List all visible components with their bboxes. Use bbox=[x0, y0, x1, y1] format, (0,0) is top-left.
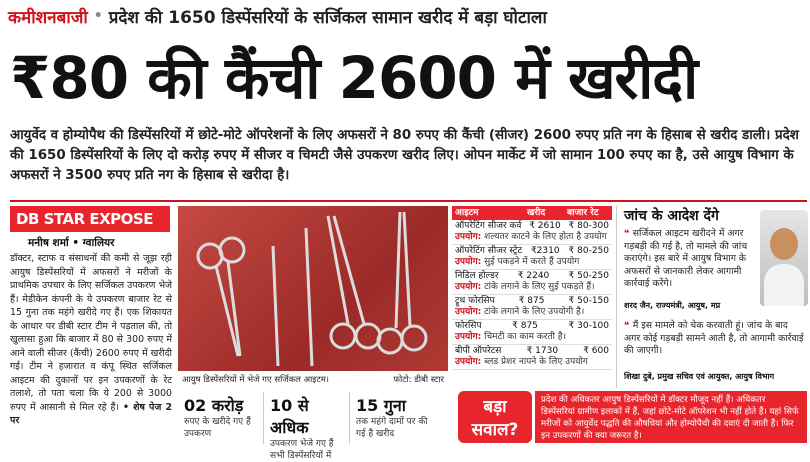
section-divider bbox=[10, 200, 807, 202]
row-use bbox=[455, 357, 609, 368]
item-name: फोरसिप bbox=[455, 321, 482, 331]
table-row bbox=[452, 345, 612, 370]
row-use bbox=[455, 307, 609, 318]
table-body bbox=[452, 220, 612, 370]
item-name: निडिल होल्डर bbox=[455, 271, 499, 281]
surgical-instruments-icon bbox=[178, 206, 448, 376]
badge-line: सवाल? bbox=[471, 420, 519, 440]
use-text: सुई पकड़ने में करते हैं उपयोग bbox=[484, 257, 580, 267]
table-row bbox=[452, 270, 612, 295]
kicker-bullet: • bbox=[93, 8, 103, 24]
byline: मनीष शर्मा • ग्वालियर bbox=[28, 237, 115, 249]
use-text: चिमटी का काम करती है। bbox=[484, 332, 566, 342]
caption-text: आयुष डिस्पेंसरियों में भेजे गए सर्जिकल आइटम। bbox=[182, 375, 330, 385]
quote-source: शिखा दुबे, प्रमुख सचिव एवं आयुक्त, आयुष विभाग bbox=[624, 372, 775, 381]
buy-price: ₹ 2240 bbox=[517, 271, 550, 281]
row-values bbox=[455, 271, 609, 282]
expose-banner: DB STAR EXPOSE bbox=[10, 206, 170, 232]
market-price: ₹ 50-250 bbox=[568, 271, 609, 281]
row-use bbox=[455, 257, 609, 268]
use-text: शल्यतर काटने के लिए होता है उपयोग bbox=[484, 232, 607, 242]
quote-source: शरद जैन, राज्यमंत्री, आयुष, मप्र bbox=[624, 301, 721, 310]
table-row bbox=[452, 245, 612, 270]
buy-price: ₹ 875 bbox=[518, 296, 545, 306]
avatar bbox=[760, 210, 808, 306]
use-text: टांके लगाने के लिए उपयोगी है। bbox=[484, 307, 585, 317]
row-use bbox=[455, 332, 609, 343]
stat-value: 15 गुना bbox=[356, 396, 406, 415]
stats-strip bbox=[178, 392, 436, 461]
table-header bbox=[452, 206, 612, 220]
row-values bbox=[455, 346, 609, 357]
continued-link[interactable]: • शेष पेज 2 पर bbox=[10, 401, 173, 426]
kicker-line bbox=[8, 4, 547, 28]
badge-line: बड़ा bbox=[483, 397, 507, 417]
price-table bbox=[452, 206, 612, 370]
column-header: आइटम bbox=[455, 208, 479, 218]
probe-title: जांच के आदेश देंगे bbox=[624, 208, 719, 224]
column-divider bbox=[616, 206, 617, 388]
column-header: खरीद bbox=[527, 208, 546, 218]
instruments-photo bbox=[178, 206, 448, 388]
quote-text: मैं इस मामले को चेक करवाती हूं। जांच के बाद अगर कोई गड़बड़ी सामने आती है, तो आगामी कार्रवाई की जाएगी। bbox=[624, 320, 804, 356]
row-values bbox=[455, 321, 609, 332]
kicker-headline: प्रदेश की 1650 डिस्पेंसरियों के सर्जिकल सामान खरीद में बड़ा घोटाला bbox=[108, 7, 547, 28]
big-question-badge bbox=[458, 391, 532, 443]
main-headline: ₹80 की कैंची 2600 में खरीदी bbox=[10, 44, 698, 112]
market-price: ₹ 30-100 bbox=[568, 321, 609, 331]
use-text: टांके लगाने के लिए सुई पकड़ते हैं। bbox=[484, 282, 595, 292]
minister-quote bbox=[624, 228, 759, 291]
stat-value: 02 करोड़ bbox=[184, 396, 244, 415]
secretary-quote bbox=[624, 320, 806, 358]
row-use bbox=[455, 232, 609, 243]
column-header: बाजार रेट bbox=[567, 208, 599, 218]
story-body bbox=[10, 252, 172, 428]
market-price: ₹ 80-300 bbox=[568, 221, 609, 231]
kicker-tag: कमीशनबाजी bbox=[8, 7, 88, 28]
quote-mark-icon: ❝ bbox=[624, 320, 633, 331]
row-use bbox=[455, 282, 609, 293]
row-values bbox=[455, 221, 609, 232]
big-question-text: प्रदेश की अधिकतर आयुष डिस्पेंसरियों में डॉक्टर मौजूद नहीं हैं। अधिकतर डिस्पेंसरियां ग्रामीण इलाकों में हैं, जहां छोटे-मोटे ऑपरेशन भी नहीं होते हैं। यहां सिर्फ मरीजों को आयुर्वेद पद्धति की औषधियां और होम्योपैथी की दवाएं दी जाती हैं। फिर इन उपकरणों की क्या जरूरत है। bbox=[535, 391, 807, 443]
table-row bbox=[452, 220, 612, 245]
row-values bbox=[455, 246, 609, 257]
lead-paragraph: आयुर्वेद व होम्योपैथ की डिस्पेंसरियों में छोटे-मोटे ऑपरेशनों के लिए अफसरों ने 80 रुपए की कैंची (सीजर) 2600 रुपए प्रति नग के हिसाब से खरीद डाली। प्रदेश की 1650 डिस्पेंसरियों के लिए दो करोड़ रुपए में सीजर व चिमटी जैसे उपकरण खरीद लिए। ओपन मार्केट में जो सामान 100 रुपए का है, उसे आयुष विभाग के अफसरों ने 3500 रुपए प्रति नग के हिसाब से खरीदा है। bbox=[10, 128, 799, 183]
item-name: ट्रूथ फोरसिप bbox=[455, 296, 495, 306]
stat-value: 10 से अधिक bbox=[270, 396, 309, 437]
use-label: उपयोग: bbox=[455, 357, 482, 367]
use-label: उपयोग: bbox=[455, 282, 482, 292]
use-label: उपयोग: bbox=[455, 257, 482, 267]
market-price: ₹ 600 bbox=[583, 346, 609, 356]
buy-price: ₹ 1730 bbox=[526, 346, 559, 356]
photo-credit: फोटो: डीबी स्टार bbox=[393, 375, 444, 385]
item-name: बीपी ऑपरेटस bbox=[455, 346, 502, 356]
stat-box bbox=[178, 392, 264, 444]
market-price: ₹ 80-250 bbox=[568, 246, 609, 256]
buy-price: ₹2310 bbox=[530, 246, 560, 256]
stat-label: रुपए के खरीदे गए हैं उपकरण bbox=[184, 417, 251, 439]
use-label: उपयोग: bbox=[455, 332, 482, 342]
story-text: डॉक्टर, स्टाफ व संसाधनों की कमी से जूझ रही आयुष डिस्पेंसरियों में अफसरों ने मरीजों के प्राथमिक उपचार के लिए सर्जिकल उपकरण भेजे हैं। मेडीकेन कंपनी के ये उपकरण बाजार रेट से 15 गुना तक महंगे खरीदे गए हैं। एक शिकायत के आधार पर डीबी स्टार टीम ने पड़ताल की, तो खुलासा हुआ कि बाजार में 80 से 300 रुपए में आने वाली सीजर (कैंची) 2600 रुपए में खरीदी गई। टीम ने हजारात व कंपू स्थित सर्जिकल आइटम की दुकानों पर इन उपकरणों के रेट तलाशे, तो पता चला कि ये 200 से 3000 रुपए में आसानी से मिल रहे हैं। bbox=[10, 253, 172, 413]
table-row bbox=[452, 295, 612, 320]
item-name: ऑपरेटिंग सीजर स्ट्रेट bbox=[455, 246, 523, 256]
stat-box bbox=[350, 392, 436, 444]
item-name: ऑपरेटिंग सीजर कर्व bbox=[455, 221, 522, 231]
stat-label: तक महंगे दामों पर की गई है खरीद bbox=[356, 417, 428, 439]
use-label: उपयोग: bbox=[455, 232, 482, 242]
use-text: ब्लड प्रेशर नापने के लिए उपयोग bbox=[484, 357, 588, 367]
table-row bbox=[452, 320, 612, 345]
quote-text: सर्जिकल आइटम खरीदने में अगर गड़बड़ी की गई है, तो मामले की जांच कराएंगे। इस बारे में आयुष विभाग के अफसरों से जानकारी लेकर आगामी कार्रवाई करेंगे। bbox=[624, 228, 748, 289]
stat-box bbox=[264, 392, 350, 461]
quote-mark-icon: ❝ bbox=[624, 228, 633, 239]
market-price: ₹ 50-150 bbox=[568, 296, 609, 306]
photo-caption bbox=[178, 371, 448, 388]
row-values bbox=[455, 296, 609, 307]
stat-label: उपकरण भेजे गए हैं सभी डिस्पेंसरियों में bbox=[270, 439, 334, 461]
buy-price: ₹ 2610 bbox=[529, 221, 561, 231]
use-label: उपयोग: bbox=[455, 307, 482, 317]
buy-price: ₹ 875 bbox=[512, 321, 538, 331]
